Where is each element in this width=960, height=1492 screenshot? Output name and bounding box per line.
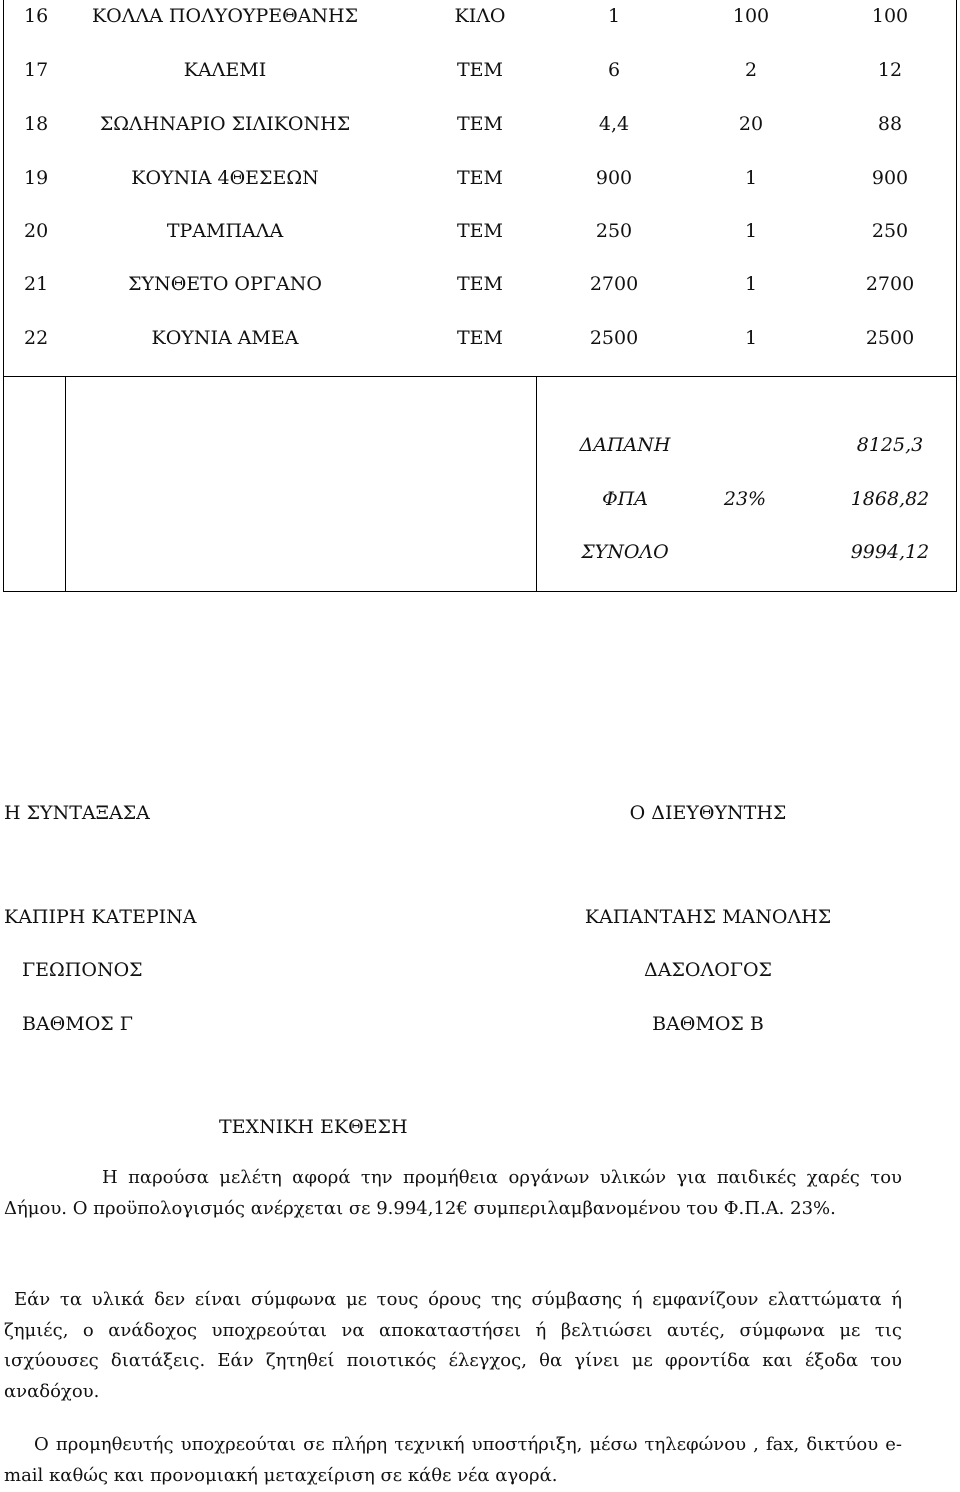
total-value: 9994,12	[850, 541, 930, 563]
signer-title: ΓΕΩΠΟΝΟΣ	[22, 959, 143, 981]
report-paragraph: Ο προμηθευτής υποχρεούται σε πλήρη τεχνική υποστήριξη, μέσω τηλεφώνου , fax, δικτύου e-mail καθώς και προνομιακή μεταχείριση σε κάθε νέα αγορά.	[4, 1434, 902, 1486]
row-unit: ΤΕΜ	[457, 59, 503, 81]
expense-value: 8125,3	[856, 434, 924, 456]
row-total: 88	[877, 113, 903, 135]
row-number: 19	[24, 167, 49, 189]
row-price: 250	[595, 220, 633, 242]
table-border-left	[3, 0, 4, 592]
row-price: 1	[607, 5, 621, 27]
table-inner-vline-1	[65, 377, 66, 592]
signer-title: ΔΑΣΟΛΟΓΟΣ	[644, 959, 772, 981]
row-number: 18	[24, 113, 49, 135]
vat-rate: 23%	[723, 488, 767, 510]
row-total: 100	[871, 5, 909, 27]
signer-name: ΚΑΠΙΡΗ ΚΑΤΕΡΙΝΑ	[4, 906, 197, 928]
row-unit: ΚΙΛΟ	[454, 5, 506, 27]
total-label: ΣΥΝΟΛΟ	[581, 541, 669, 563]
row-number: 22	[24, 327, 49, 349]
signer-name: ΚΑΠΑΝΤΑΗΣ ΜΑΝΟΛΗΣ	[584, 906, 832, 928]
row-qty: 2	[744, 59, 758, 81]
row-qty: 20	[738, 113, 764, 135]
row-unit: ΤΕΜ	[457, 167, 503, 189]
row-number: 17	[24, 59, 49, 81]
row-item: ΣΩΛΗΝΑΡΙΟ ΣΙΛΙΚΟΝΗΣ	[99, 113, 351, 135]
row-price: 2500	[589, 327, 639, 349]
report-paragraph: Εάν τα υλικά δεν είναι σύμφωνα με τους όρους της σύμβασης ή εμφανίζουν ελαττώματα ή ζημιές, ο ανάδοχος υποχρεούται να αποκαταστήσει ή βελτιώσει αυτές, σύμφωνα με τις ισχύουσες διατάξεις. Εάν ζητηθεί ποιοτικός έλεγχος, θα γίνει με φροντίδα και έξοδα του αναδόχου.	[4, 1289, 902, 1402]
row-unit: ΤΕΜ	[457, 113, 503, 135]
row-number: 21	[24, 273, 49, 295]
signer-grade: ΒΑΘΜΟΣ Γ	[22, 1013, 133, 1035]
row-price: 6	[607, 59, 621, 81]
row-unit: ΤΕΜ	[457, 220, 503, 242]
row-qty: 1	[744, 273, 758, 295]
row-price: 2700	[589, 273, 639, 295]
row-unit: ΤΕΜ	[457, 327, 503, 349]
row-total: 900	[871, 167, 909, 189]
row-item: ΚΟΥΝΙΑ ΑΜΕΑ	[151, 327, 299, 349]
row-item: ΤΡΑΜΠΑΛΑ	[166, 220, 284, 242]
row-item: ΚΟΥΝΙΑ 4ΘΕΣΕΩΝ	[131, 167, 319, 189]
row-price: 4,4	[598, 113, 630, 135]
row-total: 12	[877, 59, 903, 81]
report-heading: ΤΕΧΝΙΚΗ ΕΚΘΕΣΗ	[219, 1116, 408, 1138]
row-qty: 1	[744, 167, 758, 189]
row-number: 20	[24, 220, 49, 242]
row-item: ΚΑΛΕΜΙ	[183, 59, 267, 81]
signer-role: Η ΣΥΝΤΑΞΑΣΑ	[4, 802, 150, 824]
row-total: 2500	[865, 327, 915, 349]
table-border-right	[956, 0, 957, 592]
report-paragraph: Η παρούσα μελέτη αφορά την προμήθεια οργάνων υλικών για παιδικές χαρές του Δήμου. Ο προϋπολογισμός ανέρχεται σε 9.994,12€ συμπεριλαμβανομένου του Φ.Π.Α. 23%.	[4, 1167, 902, 1219]
row-qty: 1	[744, 327, 758, 349]
table-border-summary-top	[3, 376, 957, 377]
row-total: 2700	[865, 273, 915, 295]
row-number: 16	[24, 5, 49, 27]
row-qty: 1	[744, 220, 758, 242]
table-border-bottom	[3, 591, 957, 592]
row-price: 900	[595, 167, 633, 189]
vat-label: ΦΠΑ	[602, 488, 648, 510]
signer-grade: ΒΑΘΜΟΣ Β	[652, 1013, 764, 1035]
row-unit: ΤΕΜ	[457, 273, 503, 295]
table-inner-vline-2	[536, 377, 537, 592]
expense-label: ΔΑΠΑΝΗ	[579, 434, 671, 456]
row-item: ΣΥΝΘΕΤΟ ΟΡΓΑΝΟ	[128, 273, 322, 295]
row-total: 250	[871, 220, 909, 242]
signer-role: Ο ΔΙΕΥΘΥΝΤΗΣ	[629, 802, 787, 824]
vat-value: 1868,82	[850, 488, 930, 510]
row-item: ΚΟΛΛΑ ΠΟΛΥΟΥΡΕΘΑΝΗΣ	[91, 5, 359, 27]
row-qty: 100	[732, 5, 770, 27]
